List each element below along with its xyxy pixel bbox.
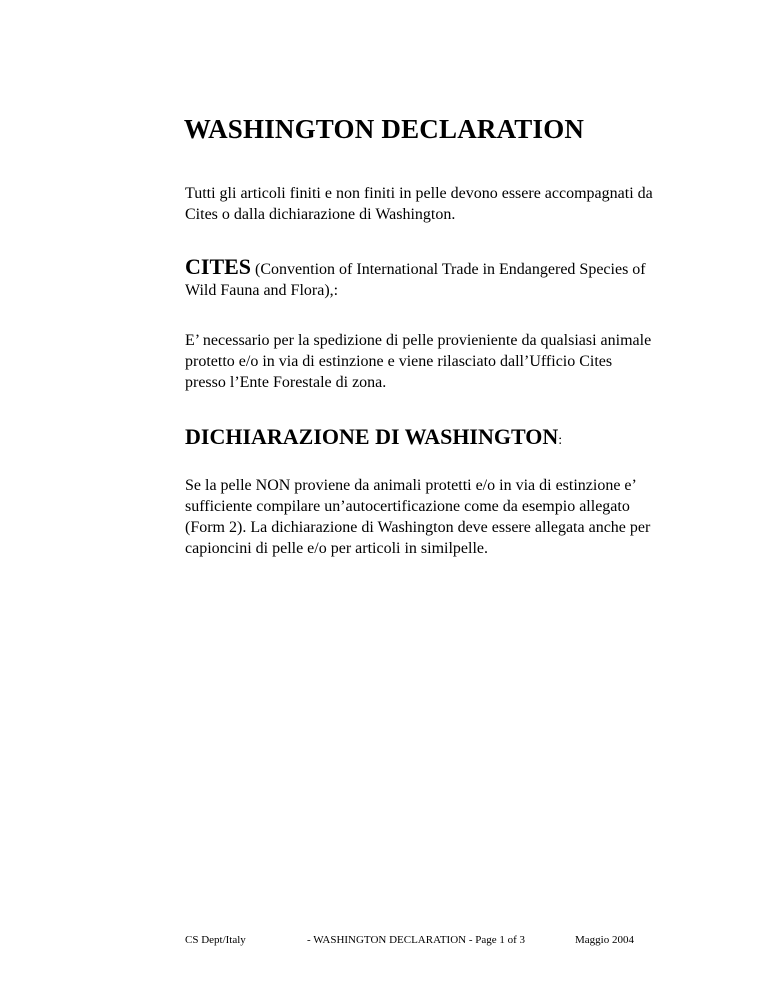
footer-date: Maggio 2004 xyxy=(575,934,634,946)
footer-page-info: - WASHINGTON DECLARATION - Page 1 of 3 xyxy=(307,934,526,946)
dichiarazione-heading-colon: : xyxy=(558,433,563,448)
dichiarazione-heading-block xyxy=(185,423,665,455)
document-title: WASHINGTON DECLARATION xyxy=(183,114,585,144)
dichiarazione-heading: DICHIARAZIONE DI WASHINGTON xyxy=(185,424,559,449)
dichiarazione-paragraph: Se la pelle NON proviene da animali protetti e/o in via di estinzione e’ sufficiente compilare un’autocertificazione come da esempio allegato (Form 2). La dichiarazione di Washington deve essere allegata anche per capioncini di pelle e/o per articoli in similpelle. xyxy=(185,477,651,557)
intro-paragraph: Tutti gli articoli finiti e non finiti in pelle devono essere accompagnati da Cites o dalla dichiarazione di Washington. xyxy=(185,185,653,223)
footer-department: CS Dept/Italy xyxy=(185,934,246,946)
cites-paragraph: E’ necessario per la spedizione di pelle provieniente da qualsiasi animale protetto e/o in via di estinzione e viene rilasciato dall’Ufficio Cites presso l’Ente Forestale di zona. xyxy=(185,332,652,391)
cites-heading-description: (Convention of International Trade in Endangered Species of Wild Fauna and Flora),: xyxy=(185,261,646,299)
cites-heading-block xyxy=(185,256,665,301)
cites-heading: CITES xyxy=(185,254,252,279)
